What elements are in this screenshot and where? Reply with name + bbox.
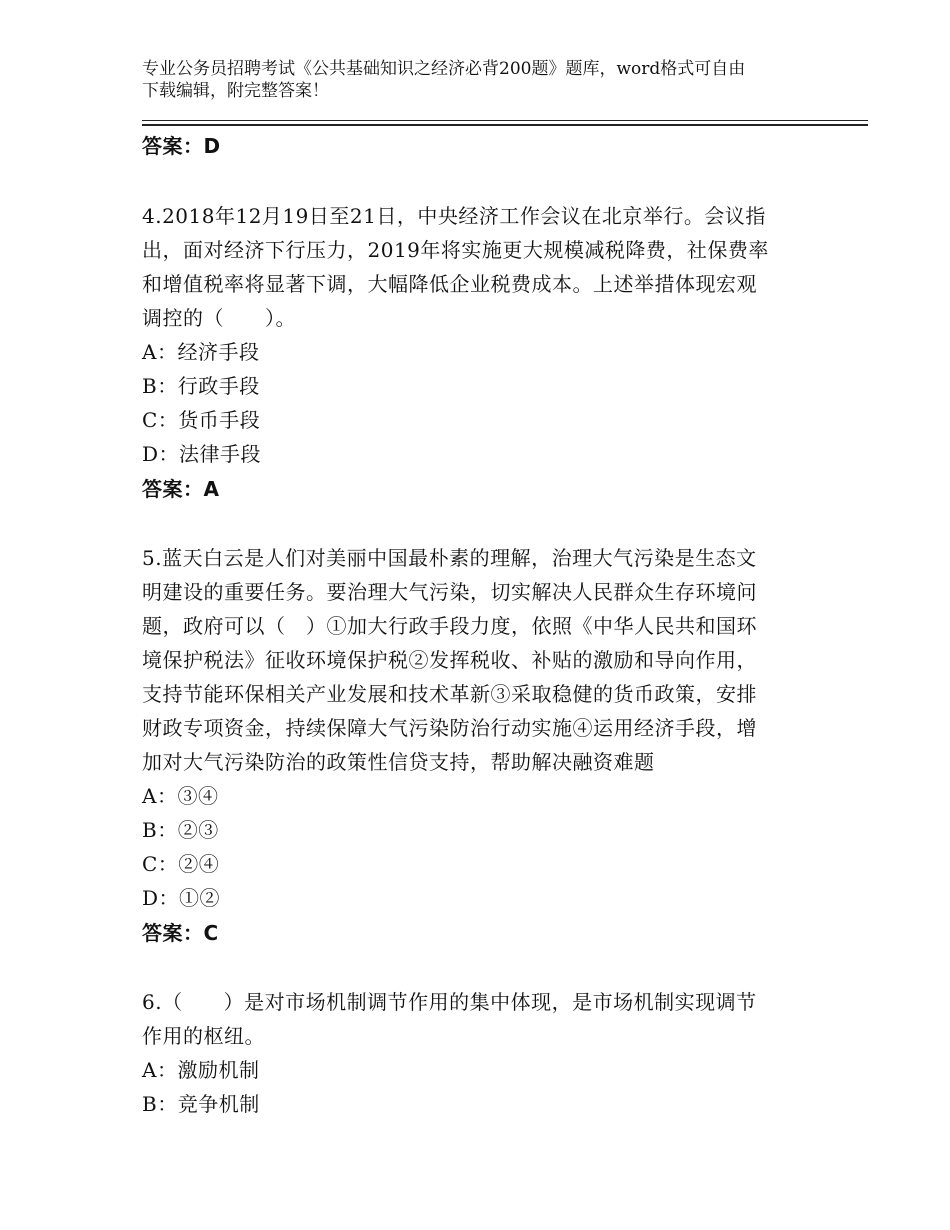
q5-answer: 答案：C: [142, 921, 219, 945]
q4-option-b: B：行政手段: [142, 374, 260, 398]
q4-text-line: 调控的（ ）。: [142, 306, 296, 330]
q6-option-a: A：激励机制: [142, 1058, 260, 1082]
document-header: [142, 58, 822, 102]
q5-option-c: C：②④: [142, 852, 220, 876]
q4-text-line: 4.2018年12月19日至21日，中央经济工作会议在北京举行。会议指: [142, 204, 766, 228]
q4-text-line: 和增值税率将显著下调，大幅降低企业税费成本。上述举措体现宏观: [142, 272, 757, 296]
q4-option-a: A：经济手段: [142, 340, 260, 364]
header-divider: [142, 120, 868, 126]
q4-text-line: 出，面对经济下行压力，2019年将实施更大规模减税降费，社保费率: [142, 238, 769, 262]
prev-answer: 答案：D: [142, 134, 221, 158]
q4-option-c: C：货币手段: [142, 408, 261, 432]
header-line-2: 下载编辑，附完整答案！: [142, 81, 329, 101]
q4-option-d: D：法律手段: [142, 442, 262, 466]
q5-text-line: 明建设的重要任务。要治理大气污染，切实解决人民群众生存环境问: [142, 580, 757, 604]
q5-text-line: 支持节能环保相关产业发展和技术革新③采取稳健的货币政策，安排: [142, 682, 757, 706]
q4-answer: 答案：A: [142, 477, 220, 501]
q5-text-line: 财政专项资金，持续保障大气污染防治行动实施④运用经济手段，增: [142, 716, 757, 740]
header-line-1: 专业公务员招聘考试《公共基础知识之经济必背200题》题库，word格式可自由: [142, 59, 746, 79]
q5-option-a: A：③④: [142, 784, 219, 808]
q5-option-d: D：①②: [142, 886, 221, 910]
q6-option-b: B：竞争机制: [142, 1092, 260, 1116]
q5-option-b: B：②③: [142, 818, 219, 842]
q5-text-line: 境保护税法》征收环境保护税②发挥税收、补贴的激励和导向作用，: [142, 648, 757, 672]
q5-text-line: 5.蓝天白云是人们对美丽中国最朴素的理解，治理大气污染是生态文: [142, 546, 757, 570]
q5-text-line: 题，政府可以（ ）①加大行政手段力度，依照《中华人民共和国环: [142, 614, 757, 638]
q5-text-line: 加对大气污染防治的政策性信贷支持，帮助解决融资难题: [142, 750, 655, 774]
q6-text-line: 6.（ ）是对市场机制调节作用的集中体现，是市场机制实现调节: [142, 990, 757, 1014]
q6-text-line: 作用的枢纽。: [142, 1024, 265, 1048]
